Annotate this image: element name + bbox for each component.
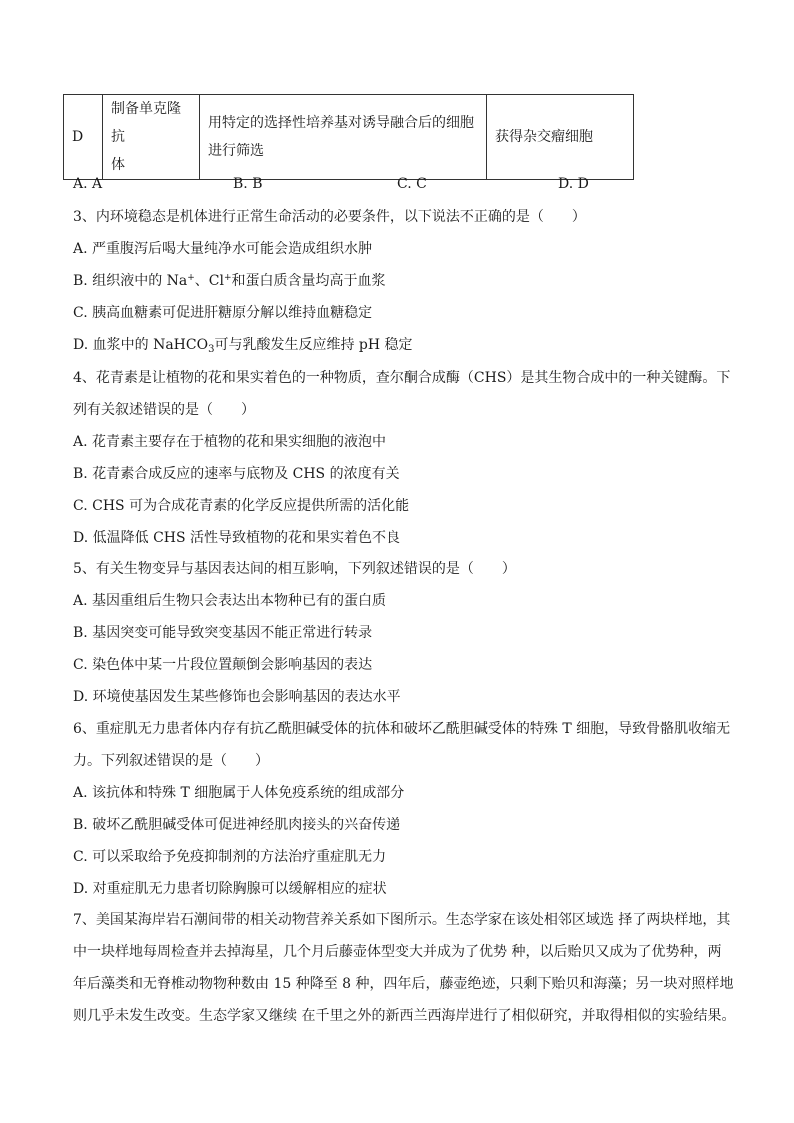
q6-option-a: A. 该抗体和特殊 T 细胞属于人体免疫系统的组成部分: [73, 785, 405, 801]
q7-line3: 年后藻类和无脊椎动物物种数由 15 种降至 8 种，四年后，藤壶绝迹，只剩下贻贝和海藻；另一块对照样地: [73, 976, 734, 992]
q5-option-c: C. 染色体中某一片段位置颠倒会影响基因的表达: [73, 657, 373, 673]
q3-option-a: A. 严重腹泻后喝大量纯净水可能会造成组织水肿: [73, 241, 373, 257]
q6-option-d: D. 对重症肌无力患者切除胸腺可以缓解相应的症状: [73, 881, 387, 897]
q6-option-c: C. 可以采取给予免疫抑制剂的方法治疗重症肌无力: [73, 849, 387, 865]
choice-d: D. D: [558, 176, 589, 192]
row-method-line2: 进行筛选: [208, 143, 264, 159]
row-operation-line1: 制备单克隆抗: [111, 101, 181, 145]
row-method-line1: 用特定的选择性培养基对诱导融合后的细胞: [208, 115, 474, 131]
q5-option-a: A. 基因重组后生物只会表达出本物种已有的蛋白质: [73, 593, 387, 609]
q7-line1: 7、美国某海岸岩石潮间带的相关动物营养关系如下图所示。生态学家在该处相邻区域选 择了两块样地，其: [73, 912, 731, 928]
row-purpose: 获得杂交瘤细胞: [487, 95, 634, 180]
q4-option-a: A. 花青素主要存在于植物的花和果实细胞的液泡中: [73, 434, 387, 450]
q3-b-text3: 和蛋白质含量均高于血浆: [231, 273, 386, 289]
q6-option-b: B. 破坏乙酰胆碱受体可促进神经肌肉接头的兴奋传递: [73, 817, 401, 833]
q4-option-b: B. 花青素合成反应的速率与底物及 CHS 的浓度有关: [73, 466, 400, 482]
q4-option-c: C. CHS 可为合成花青素的化学反应提供所需的活化能: [73, 498, 410, 514]
q7-line2: 中一块样地每周检查并去掉海星，几个月后藤壶体型变大并成为了优势 种，以后贻贝又成为了优势种，两: [73, 944, 722, 960]
row-operation-line2: 体: [111, 157, 125, 173]
option-table: [63, 94, 634, 180]
q3-d-text2: 可与乳酸发生反应维持 pH 稳定: [214, 337, 413, 353]
question-6: [73, 713, 743, 905]
q3-b-text1: B. 组织液中的 Na: [73, 273, 188, 289]
q3-b-text2: 、Cl: [194, 273, 224, 289]
q3-b-sup2: +: [224, 273, 232, 283]
q5-stem: 5、有关生物变异与基因表达间的相互影响，下列叙述错误的是（ ）: [73, 561, 516, 577]
q2-choices: [73, 176, 693, 196]
row-method: [200, 95, 487, 180]
q5-option-d: D. 环境使基因发生某些修饰也会影响基因的表达水平: [73, 689, 401, 705]
q3-option-d: [73, 329, 743, 361]
q7-line4: 则几乎未发生改变。生态学家又继续 在千里之外的新西兰西海岸进行了相似研究，并取得相似的实验结果。: [73, 1008, 736, 1024]
q3-d-sub: 3: [208, 344, 215, 355]
q4-option-d: D. 低温降低 CHS 活性导致植物的花和果实着色不良: [73, 530, 401, 546]
q6-stem-line1: 6、重症肌无力患者体内存有抗乙酰胆碱受体的抗体和破坏乙酰胆碱受体的特殊 T 细胞，导致骨骼肌收缩无: [73, 721, 731, 737]
q3-d-text1: D. 血浆中的 NaHCO: [73, 337, 209, 353]
choice-a: A. A: [73, 176, 103, 192]
question-3: [73, 201, 743, 361]
q3-option-b: [73, 265, 743, 297]
row-operation: [103, 95, 200, 180]
question-4: [73, 362, 743, 554]
q3-b-sup1: +: [187, 273, 195, 283]
q5-option-b: B. 基因突变可能导致突变基因不能正常进行转录: [73, 625, 373, 641]
row-letter: D: [64, 95, 103, 180]
table-row: [64, 95, 634, 180]
choice-c: C. C: [397, 176, 427, 192]
q6-stem-line2: 力。下列叙述错误的是（ ）: [73, 753, 269, 769]
choice-b: B. B: [233, 176, 263, 192]
question-7: [73, 904, 763, 1032]
q4-stem-line1: 4、花青素是让植物的花和果实着色的一种物质，查尔酮合成酶（CHS）是其生物合成中的一种关键酶。下: [73, 370, 731, 386]
q3-option-c: C. 胰高血糖素可促进肝糖原分解以维持血糖稳定: [73, 305, 373, 321]
q4-stem-line2: 列有关叙述错误的是（ ）: [73, 402, 255, 418]
q3-stem: 3、内环境稳态是机体进行正常生命活动的必要条件，以下说法不正确的是（ ）: [73, 209, 586, 225]
question-5: [73, 553, 743, 713]
